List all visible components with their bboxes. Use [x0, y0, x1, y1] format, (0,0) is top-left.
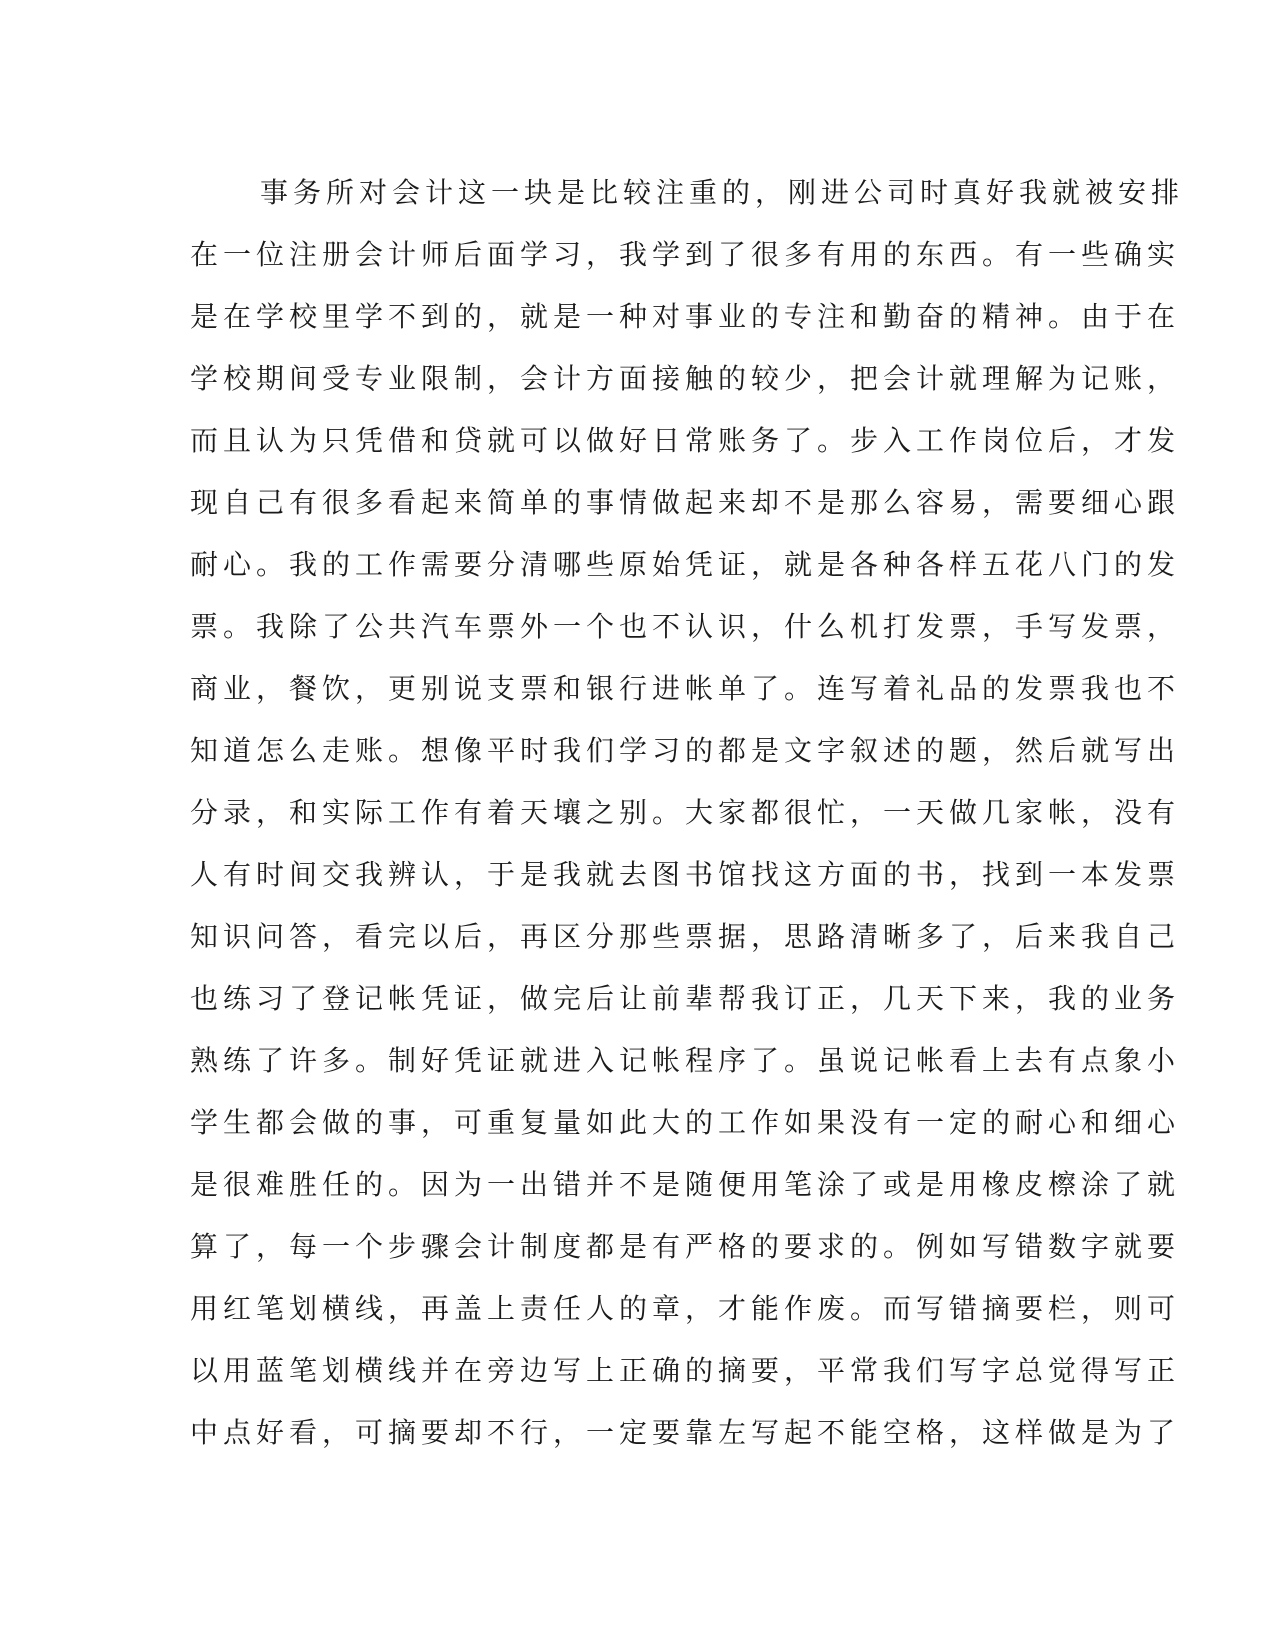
paragraph-line: 以用蓝笔划横线并在旁边写上正确的摘要，平常我们写字总觉得写正 [190, 1354, 1181, 1387]
paragraph-line: 是很难胜任的。因为一出错并不是随便用笔涂了或是用橡皮檫涂了就 [190, 1168, 1181, 1201]
paragraph-line: 现自己有很多看起来简单的事情做起来却不是那么容易，需要细心跟 [190, 486, 1181, 519]
paragraph-line: 而且认为只凭借和贷就可以做好日常账务了。步入工作岗位后，才发 [190, 424, 1181, 457]
paragraph-line: 算了，每一个步骤会计制度都是有严格的要求的。例如写错数字就要 [190, 1230, 1181, 1263]
body-paragraph [190, 162, 1185, 1464]
paragraph-line: 在一位注册会计师后面学习，我学到了很多有用的东西。有一些确实 [190, 238, 1181, 271]
paragraph-line: 人有时间交我辨认，于是我就去图书馆找这方面的书，找到一本发票 [190, 858, 1181, 891]
paragraph-line: 耐心。我的工作需要分清哪些原始凭证，就是各种各样五花八门的发 [190, 548, 1181, 581]
paragraph-line: 学生都会做的事，可重复量如此大的工作如果没有一定的耐心和细心 [190, 1106, 1181, 1139]
paragraph-line: 中点好看，可摘要却不行，一定要靠左写起不能空格，这样做是为了 [190, 1416, 1181, 1449]
paragraph-line: 学校期间受专业限制，会计方面接触的较少，把会计就理解为记账， [190, 362, 1181, 395]
paragraph-line: 知道怎么走账。想像平时我们学习的都是文字叙述的题，然后就写出 [190, 734, 1181, 767]
paragraph-line: 也练习了登记帐凭证，做完后让前辈帮我订正，几天下来，我的业务 [190, 982, 1181, 1015]
paragraph-line: 事务所对会计这一块是比较注重的，刚进公司时真好我就被安排 [260, 176, 1185, 209]
paragraph-line: 用红笔划横线，再盖上责任人的章，才能作废。而写错摘要栏，则可 [190, 1292, 1181, 1325]
paragraph-line: 票。我除了公共汽车票外一个也不认识，什么机打发票，手写发票， [190, 610, 1181, 643]
paragraph-line: 分录，和实际工作有着天壤之别。大家都很忙，一天做几家帐，没有 [190, 796, 1181, 829]
paragraph-line: 商业，餐饮，更别说支票和银行进帐单了。连写着礼品的发票我也不 [190, 672, 1181, 705]
paragraph-line: 是在学校里学不到的，就是一种对事业的专注和勤奋的精神。由于在 [190, 300, 1181, 333]
paragraph-line: 熟练了许多。制好凭证就进入记帐程序了。虽说记帐看上去有点象小 [190, 1044, 1181, 1077]
paragraph-line: 知识问答，看完以后，再区分那些票据，思路清晰多了，后来我自己 [190, 920, 1181, 953]
